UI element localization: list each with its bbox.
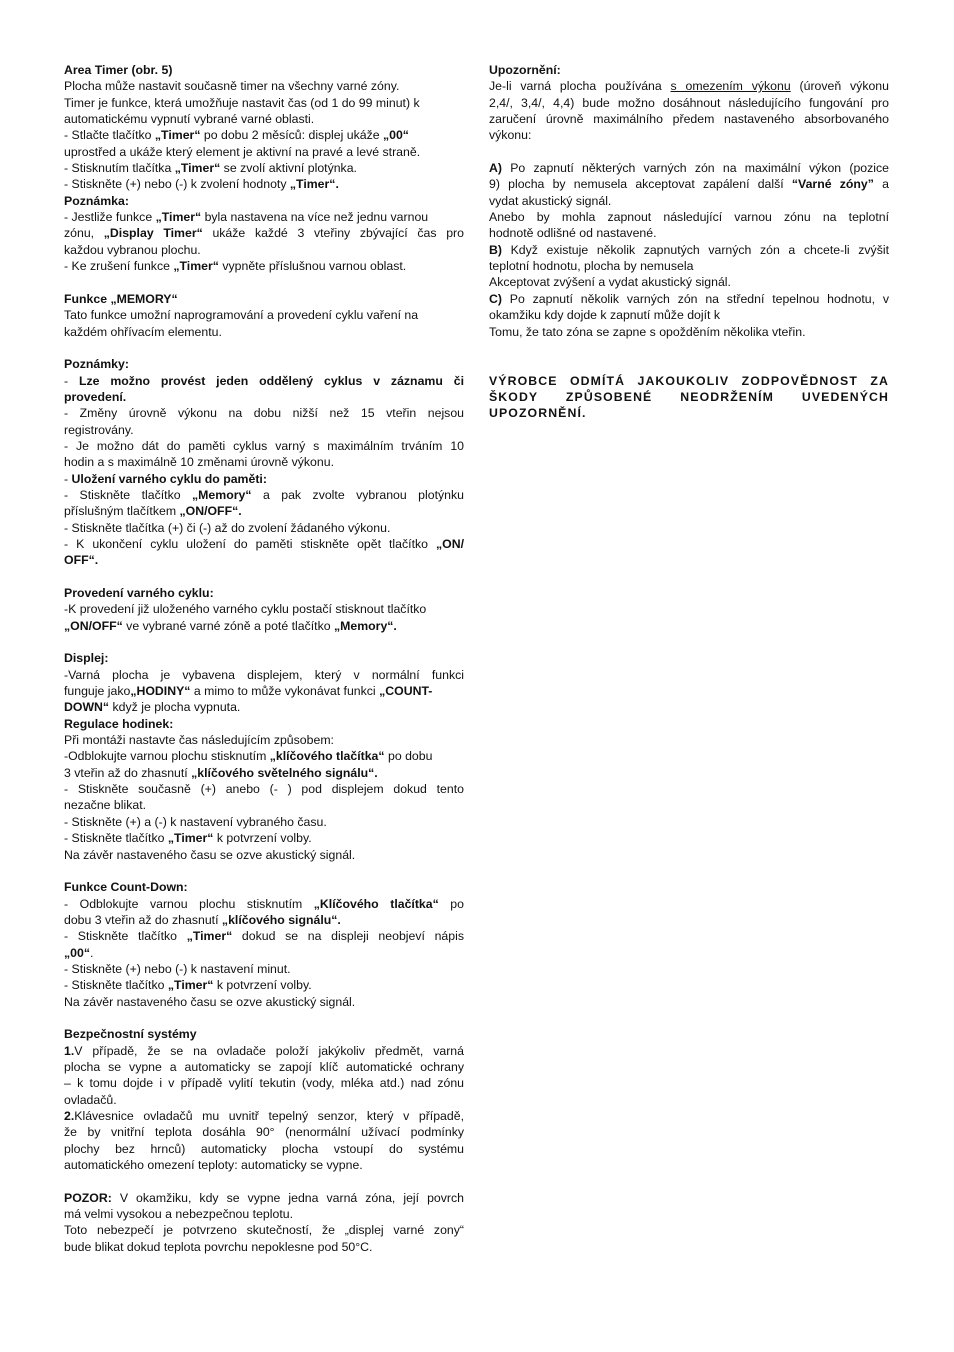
text-line [489,160,889,176]
text-line [64,1141,464,1157]
text-line [64,781,464,797]
text-run: „Memory“ [192,487,252,502]
text-line [64,225,464,241]
text-line [64,1190,464,1206]
text-line [64,945,464,961]
text-run: „00“ [382,128,409,143]
text-line [64,618,464,634]
text-line [64,291,464,307]
text-line [64,1206,464,1222]
text-line [64,78,464,94]
blank-line [489,340,889,356]
text-run: hodnotě odlišné od nastavené. [489,226,657,241]
text-run: Akceptovat zvýšení a vydat akustický signál. [489,275,731,290]
text-run: 2. [64,1109,75,1123]
text-run: Na závěr nastaveného času se ozve akustický signál. [64,994,356,1009]
blank-line [489,356,889,372]
text-run: „Memory“. [333,618,397,633]
text-run: Tato funkce umožní naprogramování a provedení cyklu vaření na [64,308,419,323]
text-line [489,78,889,94]
text-line [489,176,889,192]
text-run: - Stiskněte současně (+) anebo (- ) pod displejem dokud tento [64,782,464,797]
text-run: DOWN“ [64,700,110,715]
text-run: - Stiskněte tlačítko [64,978,168,993]
text-line [64,1092,464,1108]
text-run: - Stiskněte tlačítko [64,831,168,846]
text-run: provedení. [64,389,127,404]
text-line [489,127,889,143]
text-line [64,879,464,895]
text-run: B) [489,242,502,257]
text-line [64,814,464,830]
text-line [64,1124,464,1140]
text-run: Funkce „MEMORY“ [64,291,178,306]
text-run: Je-li varná plocha používána [489,79,671,94]
text-line [489,324,889,340]
text-run: Poznámka: [64,193,129,208]
text-run: byla nastavena na více než jednu varnou [201,210,429,225]
text-run: - Stiskněte tlačítko [64,487,193,502]
text-run: příslušným tlačítkem [64,504,180,519]
text-run: „Timer“ [167,978,214,993]
text-run: plochy bez hrnců) automaticky plocha vstoupí do systému [64,1141,464,1156]
text-line [64,503,464,519]
text-line [64,994,464,1010]
text-line [64,258,464,274]
text-run: po dobu 2 měsíců: displej ukáže [200,128,383,143]
text-line [64,536,464,552]
text-line [64,487,464,503]
text-run: „Klíčového tlačítka“ [313,896,439,911]
text-run: - Stiskněte (+) a (-) k nastavení vybraného času. [64,814,327,829]
text-run: automatickému vypnutí vybrané varné oblasti. [64,112,315,127]
text-line [489,95,889,111]
text-run: „Timer“ [167,831,214,846]
text-line [64,748,464,764]
text-line [64,699,464,715]
text-line [64,928,464,944]
text-line [64,405,464,421]
text-run: OFF“. [64,553,99,568]
text-run: nezačne blikat. [64,798,147,813]
text-run: vypněte příslušnou varnou oblast. [218,259,407,274]
text-line [64,160,464,176]
text-line [64,1222,464,1238]
text-line [64,1239,464,1255]
text-line [64,667,464,683]
text-line [489,373,889,389]
text-run: Toto nebezpečí je potvrzeno skutečností, že „displej varné zony“ [64,1223,464,1238]
text-line [64,961,464,977]
text-run: k potvrzení volby. [213,978,312,993]
text-line [64,454,464,470]
text-run: „Timer“ [174,161,221,176]
text-line [64,830,464,846]
text-line [64,373,464,389]
text-run: ve vybrané varné zóně a poté tlačítko [122,618,334,633]
text-run: po [438,896,464,911]
text-line [64,144,464,160]
text-run: „Display Timer“ [103,226,203,241]
text-run: „Timer“ [154,128,201,143]
text-line [64,896,464,912]
text-run: 1. [64,1043,75,1058]
text-run: „ON/OFF“ [64,618,123,633]
text-line [489,193,889,209]
text-line [64,1108,464,1124]
text-run: k potvrzení volby. [213,831,312,846]
text-run: C) [489,291,502,306]
text-run: V okamžiku, kdy se vypne jedna varná zóna, její povrch [111,1190,464,1205]
blank-line [64,1173,464,1189]
text-run: „Timer“ [186,929,233,944]
text-run: dokud se na displeji neobjeví nápis [232,929,464,944]
text-line [64,193,464,209]
text-run: - Odblokujte varnou plochu stisknutím [64,896,314,911]
text-line [64,471,464,487]
text-run: „00“ [64,945,90,960]
text-line [64,683,464,699]
text-run: POZOR: [64,1190,112,1205]
right-text-column [489,62,889,422]
text-run: - Změny úrovně výkonu na dobu nižší než 15 vteřin nejsou [64,406,464,421]
text-run: když je plocha vypnuta. [109,700,241,715]
text-run: Bezpečnostní systémy [64,1027,197,1042]
text-line [64,1026,464,1042]
text-run: registrovány. [64,422,134,437]
text-line [64,356,464,372]
text-run: - [64,373,79,388]
text-run: Při montáži nastavte čas následujícím způsobem: [64,733,334,748]
text-run: vydat akustický signál. [489,193,612,208]
text-line [64,765,464,781]
text-run: – k tomu dojde i v případě vylití tekutin (vody, mléka atd.) nad zónu [64,1076,464,1091]
text-run: „klíčového signálu“. [221,912,341,927]
text-line [489,291,889,307]
text-run: - Stiskněte (+) nebo (-) k nastavení minut. [64,961,291,976]
text-line [64,520,464,536]
text-line [64,716,464,732]
blank-line [64,863,464,879]
text-run: teplotní hodnotu, plocha by nemusela [489,259,694,274]
text-run: že by vnitřní teplota dosáhla 90° (nenormální užívací podmínky [64,1125,464,1140]
text-run: UPOZORNĚNÍ. [489,406,587,421]
text-run: Tomu, že tato zóna se zapne s opožděním několika vteřin. [489,324,806,339]
text-line [64,1157,464,1173]
text-run: plocha se vypne a automaticky se zapojí klíč automatické ochrany [64,1059,464,1074]
text-run: - Ke zrušení funkce [64,259,174,274]
text-line [64,650,464,666]
text-run: Displej: [64,651,109,666]
left-text-column [64,62,464,1255]
text-run: po dobu [384,749,433,764]
text-run: Na závěr nastaveného času se ozve akustický signál. [64,847,356,862]
text-run: „klíčového tlačítka“ [269,749,385,764]
text-run: “Varné zóny” [791,177,874,192]
text-run: ŠKODY ZPŮSOBENÉ NEODRŽENÍM UVEDENÝCH [489,389,889,404]
text-run: automatického omezení teploty: automaticky se vypne. [64,1158,363,1173]
text-run: V případě, že se na ovladače položí jakýkoliv předmět, varná [74,1043,464,1058]
text-run: - Stiskněte tlačítko [64,929,187,944]
text-run: ukáže každé 3 vteřiny zbývající čas pro [202,226,464,241]
text-line [64,422,464,438]
text-line [64,95,464,111]
text-run: Po zapnutí některých varných zón na maximální výkon (pozice [501,161,889,176]
blank-line [64,274,464,290]
text-run: - Je možno dát do paměti cyklus varný s maximálním trváním 10 [64,438,464,453]
text-line [64,438,464,454]
text-line [489,389,889,405]
text-run: -Varná plocha je vybavena displejem, který v normální funkci [64,667,464,682]
text-line [489,258,889,274]
blank-line [64,634,464,650]
text-run: - Stlačte tlačítko [64,128,155,143]
text-line [489,242,889,258]
text-run: -K provedení již uloženého varného cyklu postačí stisknout tlačítko [64,602,427,617]
text-line [489,274,889,290]
text-run: každém ohřívacím elementu. [64,324,222,339]
text-run: ovladačů. [64,1092,117,1107]
text-run: 9) plocha by nemusela akceptovat zapálení další [489,177,792,192]
text-run: „klíčového světelného signálu“. [191,765,378,780]
blank-line [64,340,464,356]
text-run: uprostřed a ukáže který element je aktivní na pravé a levé straně. [64,144,421,159]
text-line [64,111,464,127]
text-run: (úroveň výkonu [790,79,889,94]
text-run: . [89,945,94,960]
text-run: a pak zvolte vybranou plotýnku [251,487,464,502]
text-line [489,111,889,127]
text-run: Funkce Count-Down: [64,880,188,895]
text-run: bude blikat dokud teplota povrchu nepoklesne pod 50°C. [64,1239,373,1254]
text-run: „ON/ [435,536,464,551]
blank-line [489,144,889,160]
text-run: Když existuje několik zapnutých varných zón a chcete-li zvýšit [501,242,889,257]
text-line [64,552,464,568]
text-run: VÝROBCE ODMÍTÁ JAKOUKOLIV ZODPOVĚDNOST ZA [489,373,889,388]
text-line [64,847,464,863]
text-run: 3 vteřin až do zhasnutí [64,765,192,780]
text-run: A) [489,161,502,176]
text-run: Regulace hodinek: [64,716,174,731]
text-line [64,977,464,993]
text-run: Plocha může nastavit současně timer na všechny varné zóny. [64,79,400,94]
text-line [64,912,464,928]
text-run: zónu, [64,226,104,241]
text-run: a [873,177,889,192]
text-run: Upozornění: [489,63,561,77]
text-run: se zvolí aktivní plotýnka. [220,161,357,176]
text-run: - Stiskněte (+) nebo (-) k zvolení hodnoty [64,177,290,192]
text-run: „HODINY“ [130,684,191,699]
text-run: - Stisknutím tlačítka [64,161,175,176]
text-run: Uložení varného cyklu do paměti: [71,471,267,486]
text-run: Area Timer (obr. 5) [64,63,173,77]
text-line [64,797,464,813]
blank-line [64,569,464,585]
text-run: Poznámky: [64,357,129,372]
text-run: má velmi vysokou a nebezpečnou teplotu. [64,1207,293,1222]
text-line [489,405,889,421]
text-run: dobu 3 vteřin až do zhasnutí [64,912,222,927]
text-line [489,225,889,241]
text-line [64,324,464,340]
text-line [64,242,464,258]
text-run: Provedení varného cyklu: [64,586,214,600]
text-line [64,176,464,192]
text-run: „ON/OFF“. [179,504,242,519]
text-run: 2,4/, 3,4/, 4,4) bude možno dosáhnout následujícího fungování pro [489,95,889,110]
text-run: Klávesnice ovladačů mu uvnitř tepelný senzor, který v případě, [74,1109,464,1123]
text-run: funguje jako [64,684,131,699]
text-line [64,62,464,78]
text-run: - Jestliže funkce [64,210,156,225]
text-run: „COUNT- [379,684,433,699]
text-line [489,62,889,78]
text-run: Po zapnutí několik varných zón na střední tepelnou hodnotu, v [501,291,889,306]
text-line [64,732,464,748]
text-run: „Timer“ [155,210,202,225]
text-line [64,585,464,601]
text-line [489,307,889,323]
text-line [489,209,889,225]
text-run: okamžiku kdy dojde k zapnutí může dojít k [489,308,721,323]
text-line [64,307,464,323]
text-run: zaručení úrovně maximálního předem nastaveného absorbovaného [489,112,889,127]
text-run: s omezením výkonu [670,79,791,94]
text-run: Lze možno provést jeden oddělený cyklus v záznamu či [78,373,464,388]
text-run: -Odblokujte varnou plochu stisknutím [64,749,270,764]
text-run: „Timer“. [289,177,339,192]
text-run: - [64,471,72,486]
text-run: - K ukončení cyklu uložení do paměti stiskněte opět tlačítko [64,536,436,551]
text-run: - Stiskněte tlačítka (+) či (-) až do zvolení žádaného výkonu. [64,520,391,535]
text-run: a mimo to může vykonávat funkci [190,684,380,699]
text-line [64,1059,464,1075]
text-line [64,1043,464,1059]
text-line [64,127,464,143]
text-run: Timer je funkce, která umožňuje nastavit čas (od 1 do 99 minut) k [64,95,420,110]
text-run: Anebo by mohla zapnout následující varnou zónu na teplotní [489,210,889,225]
text-run: „Timer“ [173,259,219,274]
text-line [64,1075,464,1091]
text-run: hodin a s maximálně 10 změnami úrovně výkonu. [64,455,334,470]
text-line [64,601,464,617]
text-run: výkonu: [489,128,532,143]
text-line [64,209,464,225]
text-run: každou vybranou plochu. [64,242,201,257]
blank-line [64,1010,464,1026]
text-line [64,389,464,405]
